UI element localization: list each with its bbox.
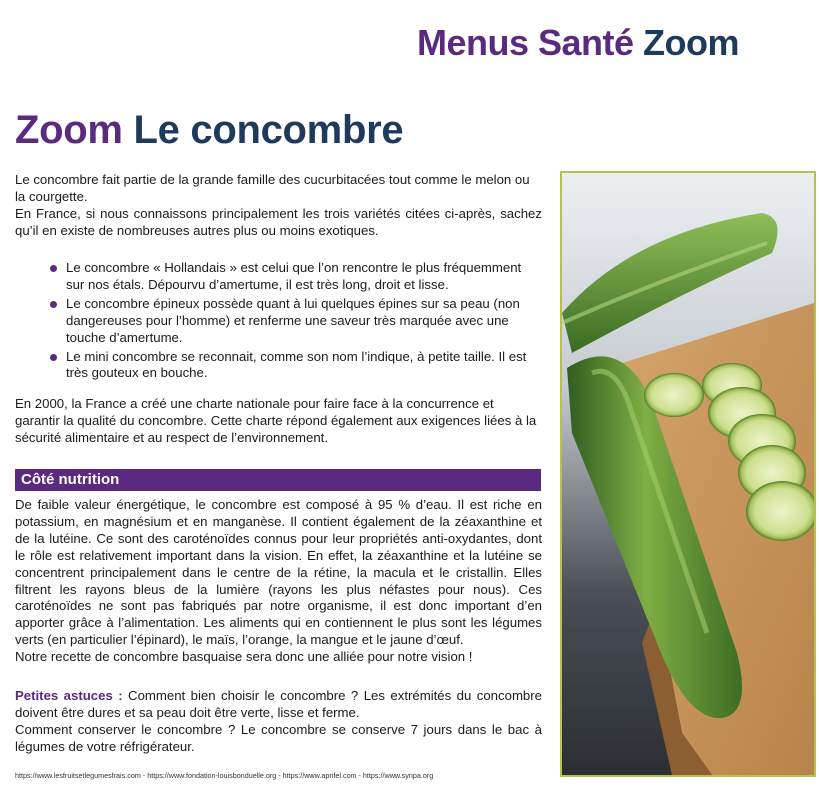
page-title-part1: Zoom <box>15 108 123 152</box>
bullet-icon <box>50 301 57 308</box>
list-item-text: Le concombre épineux possède quant à lui quelques épines sur sa peau (non dangereuses pour l’homme) et renferme une saveur très marquée avec une touche d’amertume. <box>66 295 520 345</box>
list-item <box>50 296 530 347</box>
page-title <box>15 108 403 153</box>
header-title-part2: Zoom <box>643 22 739 63</box>
bullet-icon <box>50 265 57 272</box>
tips-label: Petites astuces : <box>15 688 123 703</box>
tips-text <box>15 688 542 756</box>
nutrition-text <box>15 497 542 666</box>
sources-footer: https://www.lesfruitsetlegumesfrais.com - https://www.fondation-louisbonduelle.org - https://www.aprifel.com - https://www.synpa.org <box>15 771 434 780</box>
list-item <box>50 349 530 383</box>
page-title-part2: Le concombre <box>133 108 404 152</box>
variety-list <box>50 260 530 384</box>
charter-text <box>15 396 542 447</box>
nutrition-heading: Côté nutrition <box>15 469 541 491</box>
nutrition-paragraph: De faible valeur énergétique, le concombre est composé à 95 % d’eau. Il est riche en potassium, en magnésium et en manganèse. Il contient également de la zéaxanthine et de la lutéine. Ce sont des caroténoïdes connus pour leur propriétés anti-oxydantes, dont le rôle est relativement important dans la vision. En effet, la zéaxanthine et la lutéine se concentrent principalement dans le centre de la rétine, la macula et le cristallin. Elles filtrent les rayons bleus de la lumière (rayons les plus néfastes pour nous). Ces caroténoïdes ne sont pas fabriqués par notre organisme, il est donc important d’en apporter grâce à l’alimentation. Les aliments qui en contiennent le plus sont les légumes verts (en particulier l’épinard), le maïs, l’orange, la mangue et le jaune d’œuf. <box>15 497 542 648</box>
cucumber-photo <box>560 171 816 777</box>
tips-paragraph-2: Comment conserver le concombre ? Le concombre se conserve 7 jours dans le bac à légumes de votre réfrigérateur. <box>15 721 542 754</box>
list-item <box>50 260 530 294</box>
bullet-icon <box>50 354 57 361</box>
header-title <box>417 22 739 64</box>
intro-paragraph-1: Le concombre fait partie de la grande famille des cucurbitacées tout comme le melon ou la courgette. <box>15 172 530 204</box>
intro-text <box>15 172 542 240</box>
header-title-part1: Menus Santé <box>416 22 634 63</box>
list-item-text: Le mini concombre se reconnait, comme son nom l’indique, à petite taille. Il est très gouteux en bouche. <box>66 348 527 381</box>
charter-paragraph: En 2000, la France a créé une charte nationale pour faire face à la concurrence et garantir la qualité du concombre. Cette charte répond également aux exigences liées à la sécurité alimentaire et au respect de l’environnement. <box>15 396 537 445</box>
intro-paragraph-2: En France, si nous connaissons principalement les trois variétés citées ci-après, sachez qu’il en existe de nombreuses autres plus ou moins exotiques. <box>15 205 542 238</box>
cucumber-illustration <box>562 173 814 775</box>
tips-text-1: Comment bien choisir le concombre ? Les extrémités du concombre doivent être dures et sa peau doit être verte, lisse et ferme. <box>15 688 542 720</box>
nutrition-closing: Notre recette de concombre basquaise sera donc une alliée pour notre vision ! <box>15 649 473 665</box>
list-item-text: Le concombre « Hollandais » est celui que l’on rencontre le plus fréquemment sur nos étals. Dépourvu d’amertume, il est très long, droit et lisse. <box>66 260 522 292</box>
tips-paragraph-1 <box>15 688 542 722</box>
